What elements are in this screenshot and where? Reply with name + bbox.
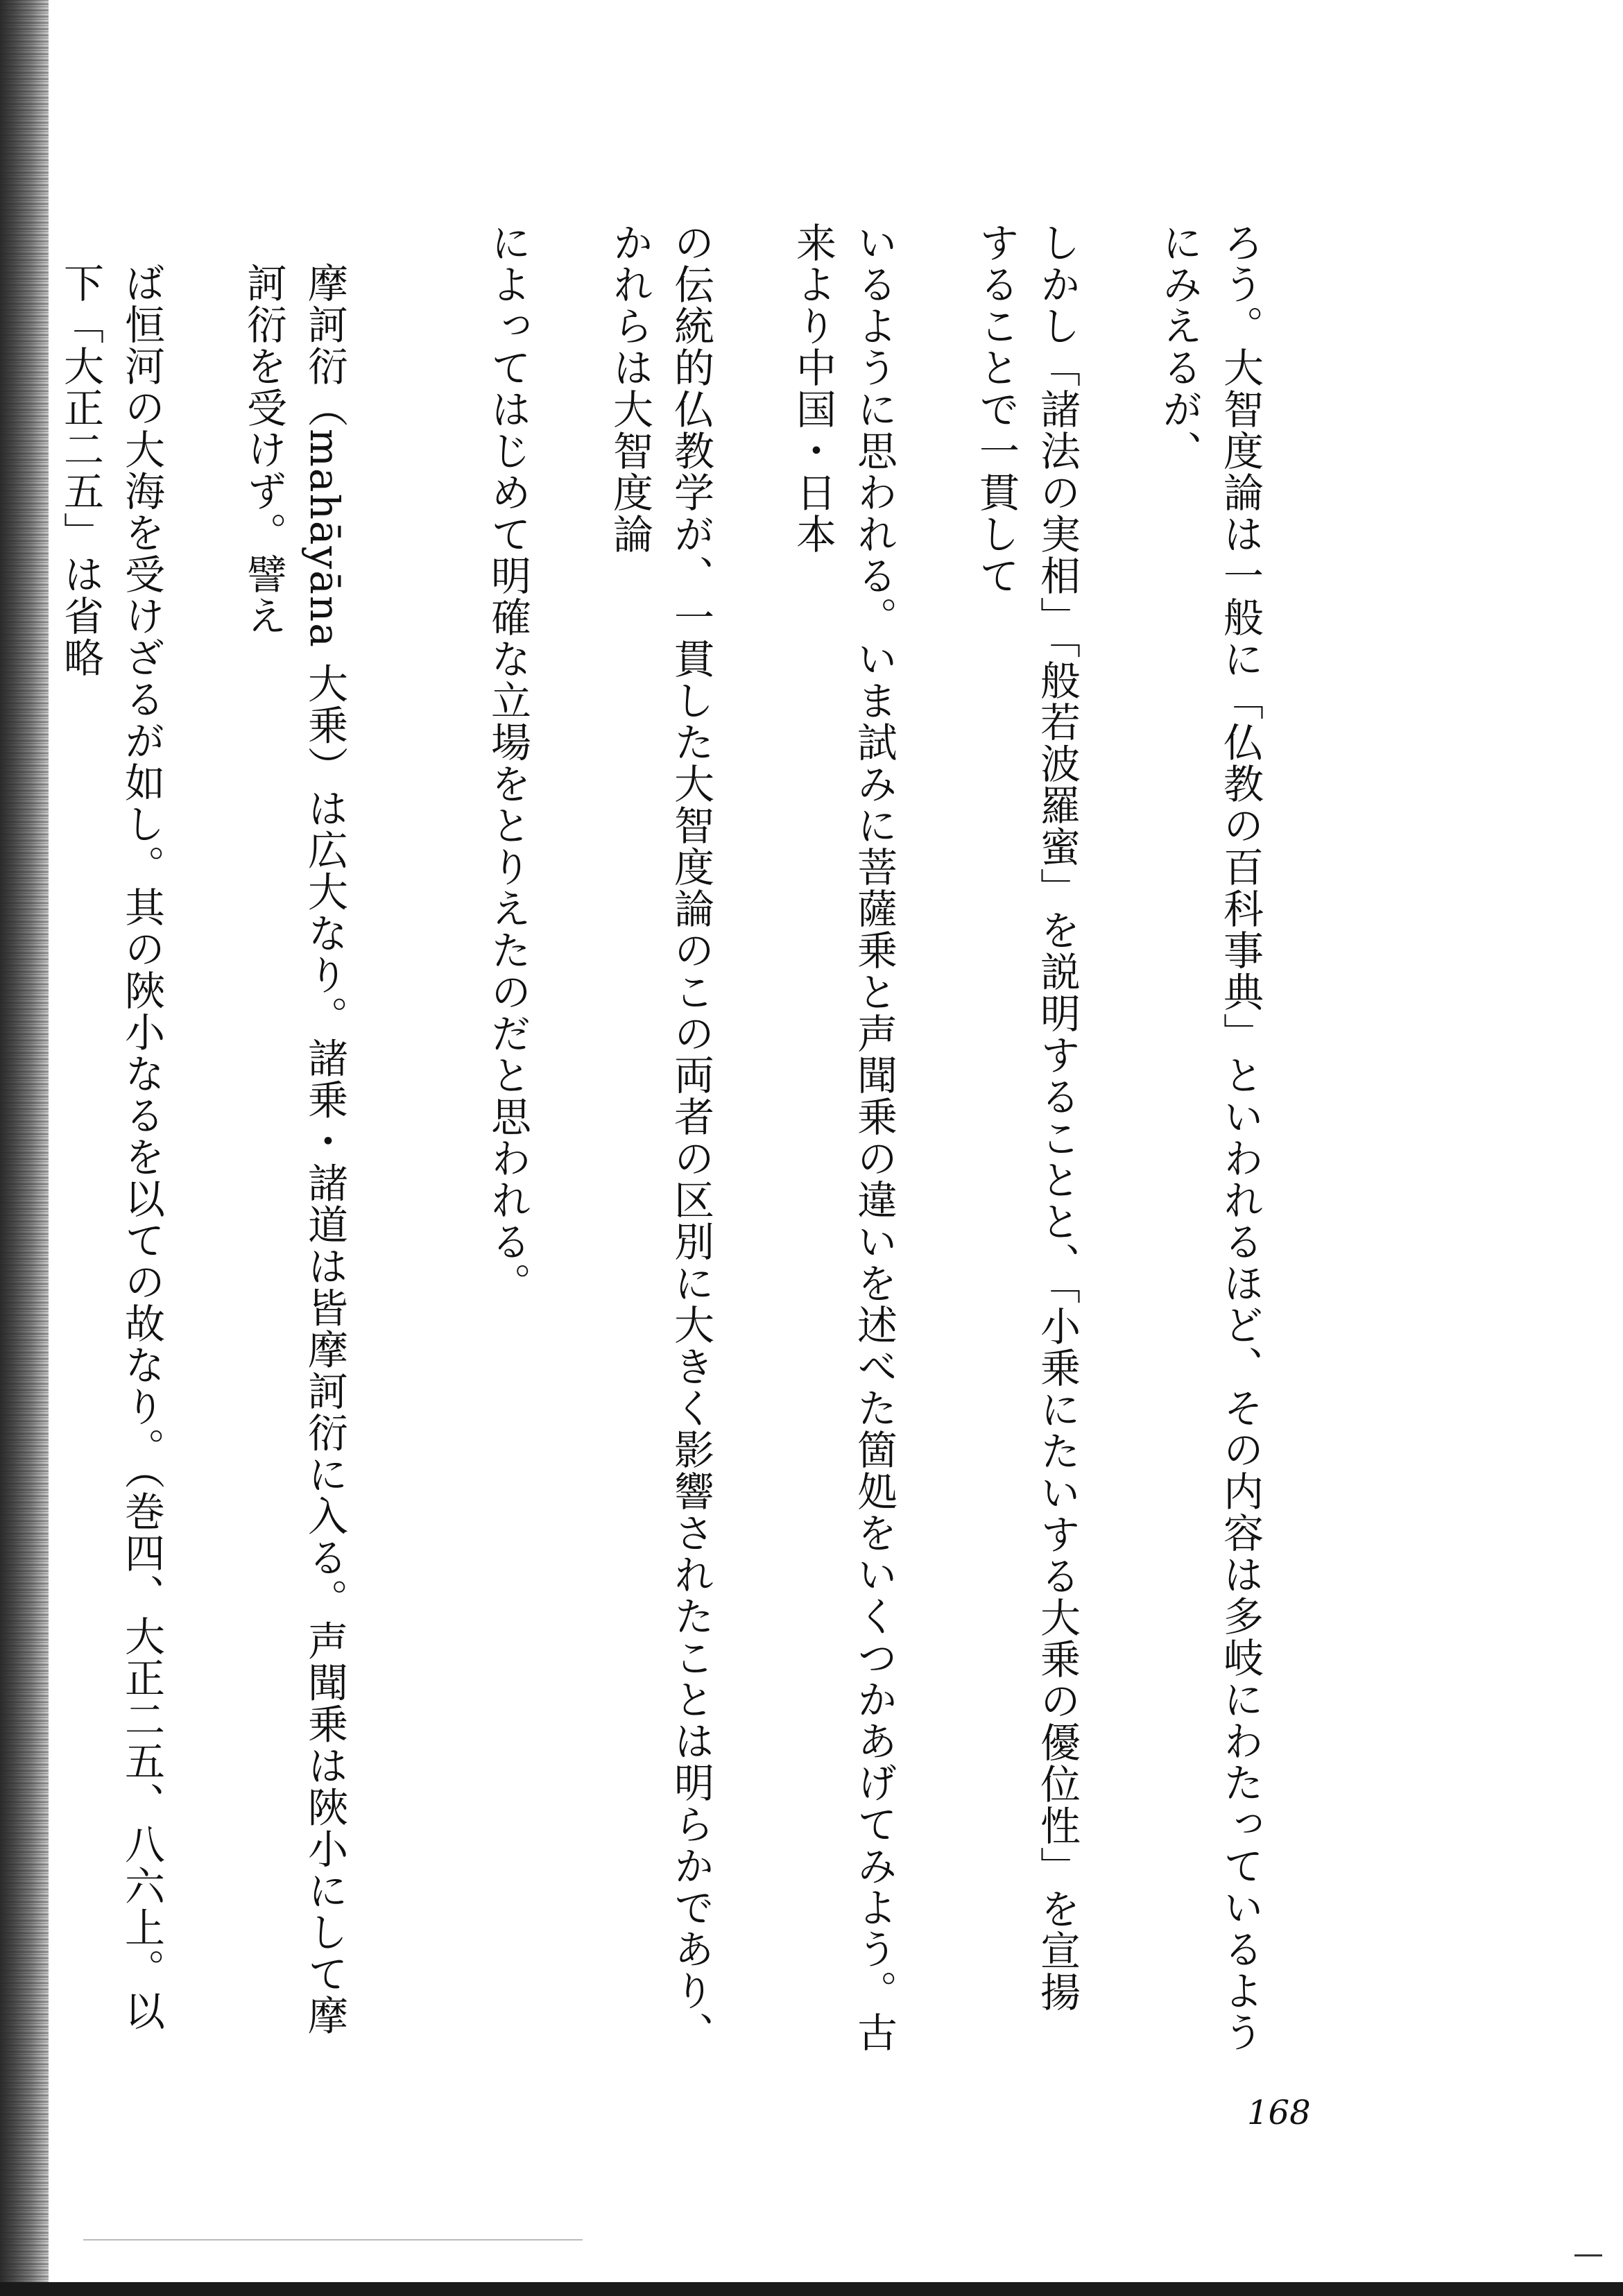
vertical-text-block bbox=[0, 222, 1332, 2053]
text-line: の伝統的仏教学が、一貫した大智度論のこの両者の区別に大きく影響されたことは明らかであり、かれらは大智度論 bbox=[606, 222, 714, 2053]
quote-line: 摩訶衍（mahāyāna 大乗）は広大なり。諸乗・諸道は皆摩訶衍に入る。声聞乗は陜小にして摩訶衍を受けず。譬え bbox=[240, 262, 348, 2037]
scan-bottom-rule bbox=[83, 2239, 583, 2241]
page-number: 168 bbox=[1247, 2093, 1311, 2132]
scan-corner-mark bbox=[1574, 2254, 1602, 2256]
paragraph-1 bbox=[416, 222, 1332, 2053]
text-line: いるように思われる。いま試みに菩薩乗と声聞乗の違いを述べた箇処をいくつかあげてみよう。古来より中国・日本 bbox=[789, 222, 898, 2053]
text-line: ろう。大智度論は一般に「仏教の百科事典」といわれるほど、その内容は多岐にわたっているようにみえるが、 bbox=[1156, 222, 1264, 2053]
scan-bottom-edge bbox=[0, 2282, 1623, 2296]
text-line: しかし「諸法の実相」「般若波羅蜜」を説明することと、「小乗にたいする大乗の優位性」を宣揚することで一貫して bbox=[972, 222, 1081, 2013]
quote-1 bbox=[0, 222, 416, 2053]
quote-line: ば恒河の大海を受けざるが如し。其の陜小なるを以ての故なり。（巻四、大正二五、八六上。以下「大正二五」は省略 bbox=[57, 262, 165, 2032]
text-line: によってはじめて明確な立場をとりえたのだと思われる。 bbox=[484, 222, 531, 1304]
